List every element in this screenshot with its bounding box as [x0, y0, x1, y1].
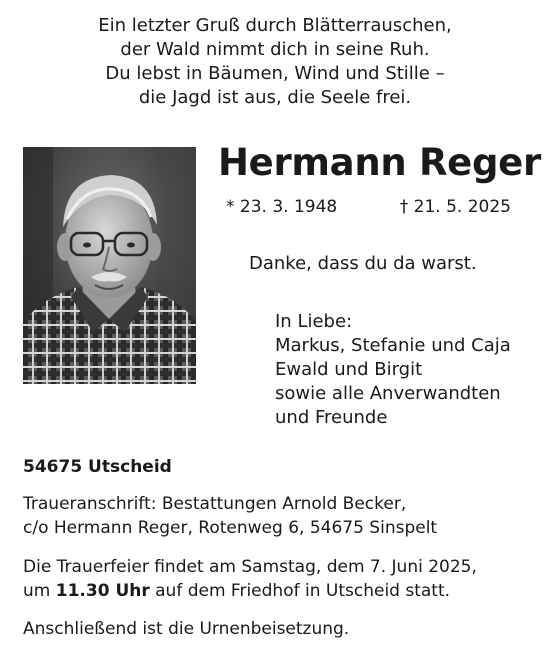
funeral-line: Die Trauerfeier findet am Samstag, dem 7. Juni 2025, — [23, 557, 477, 577]
funeral-time: 11.30 Uhr — [55, 581, 150, 601]
mourners-line: und Freunde — [275, 407, 388, 428]
deceased-name: Hermann Reger — [218, 141, 541, 184]
address-line: Traueranschrift: Bestattungen Arnold Becker, — [23, 494, 407, 514]
funeral-line — [23, 579, 477, 603]
portrait-photo — [23, 147, 196, 384]
place-heading: 54675 Utscheid — [23, 457, 172, 477]
poem-line: Ein letzter Gruß durch Blätterrauschen, — [98, 15, 452, 36]
mourners-line: Ewald und Birgit — [275, 359, 423, 380]
urn-burial-line: Anschließend ist die Urnenbeisetzung. — [23, 619, 350, 639]
address-line: c/o Hermann Reger, Rotenweg 6, 54675 Sinspelt — [23, 518, 438, 538]
poem-line: die Jagd ist aus, die Seele frei. — [138, 87, 412, 108]
mourning-address — [23, 492, 437, 540]
poem-line: der Wald nimmt dich in seine Ruh. — [120, 39, 430, 60]
memorial-poem — [0, 14, 550, 110]
mourners-line: Markus, Stefanie und Caja — [275, 335, 511, 356]
mourners-line: In Liebe: — [275, 311, 353, 332]
funeral-info — [23, 555, 477, 603]
funeral-suffix: auf dem Friedhof in Utscheid statt. — [149, 581, 451, 601]
thanks-line: Danke, dass du da warst. — [249, 253, 477, 274]
funeral-prefix: um — [23, 581, 56, 601]
mourners-line: sowie alle Anverwandten — [275, 383, 501, 404]
birth-date: * 23. 3. 1948 — [226, 197, 338, 217]
mourners-block — [275, 310, 511, 430]
death-date: † 21. 5. 2025 — [399, 197, 511, 217]
poem-line: Du lebst in Bäumen, Wind und Stille – — [105, 63, 445, 84]
